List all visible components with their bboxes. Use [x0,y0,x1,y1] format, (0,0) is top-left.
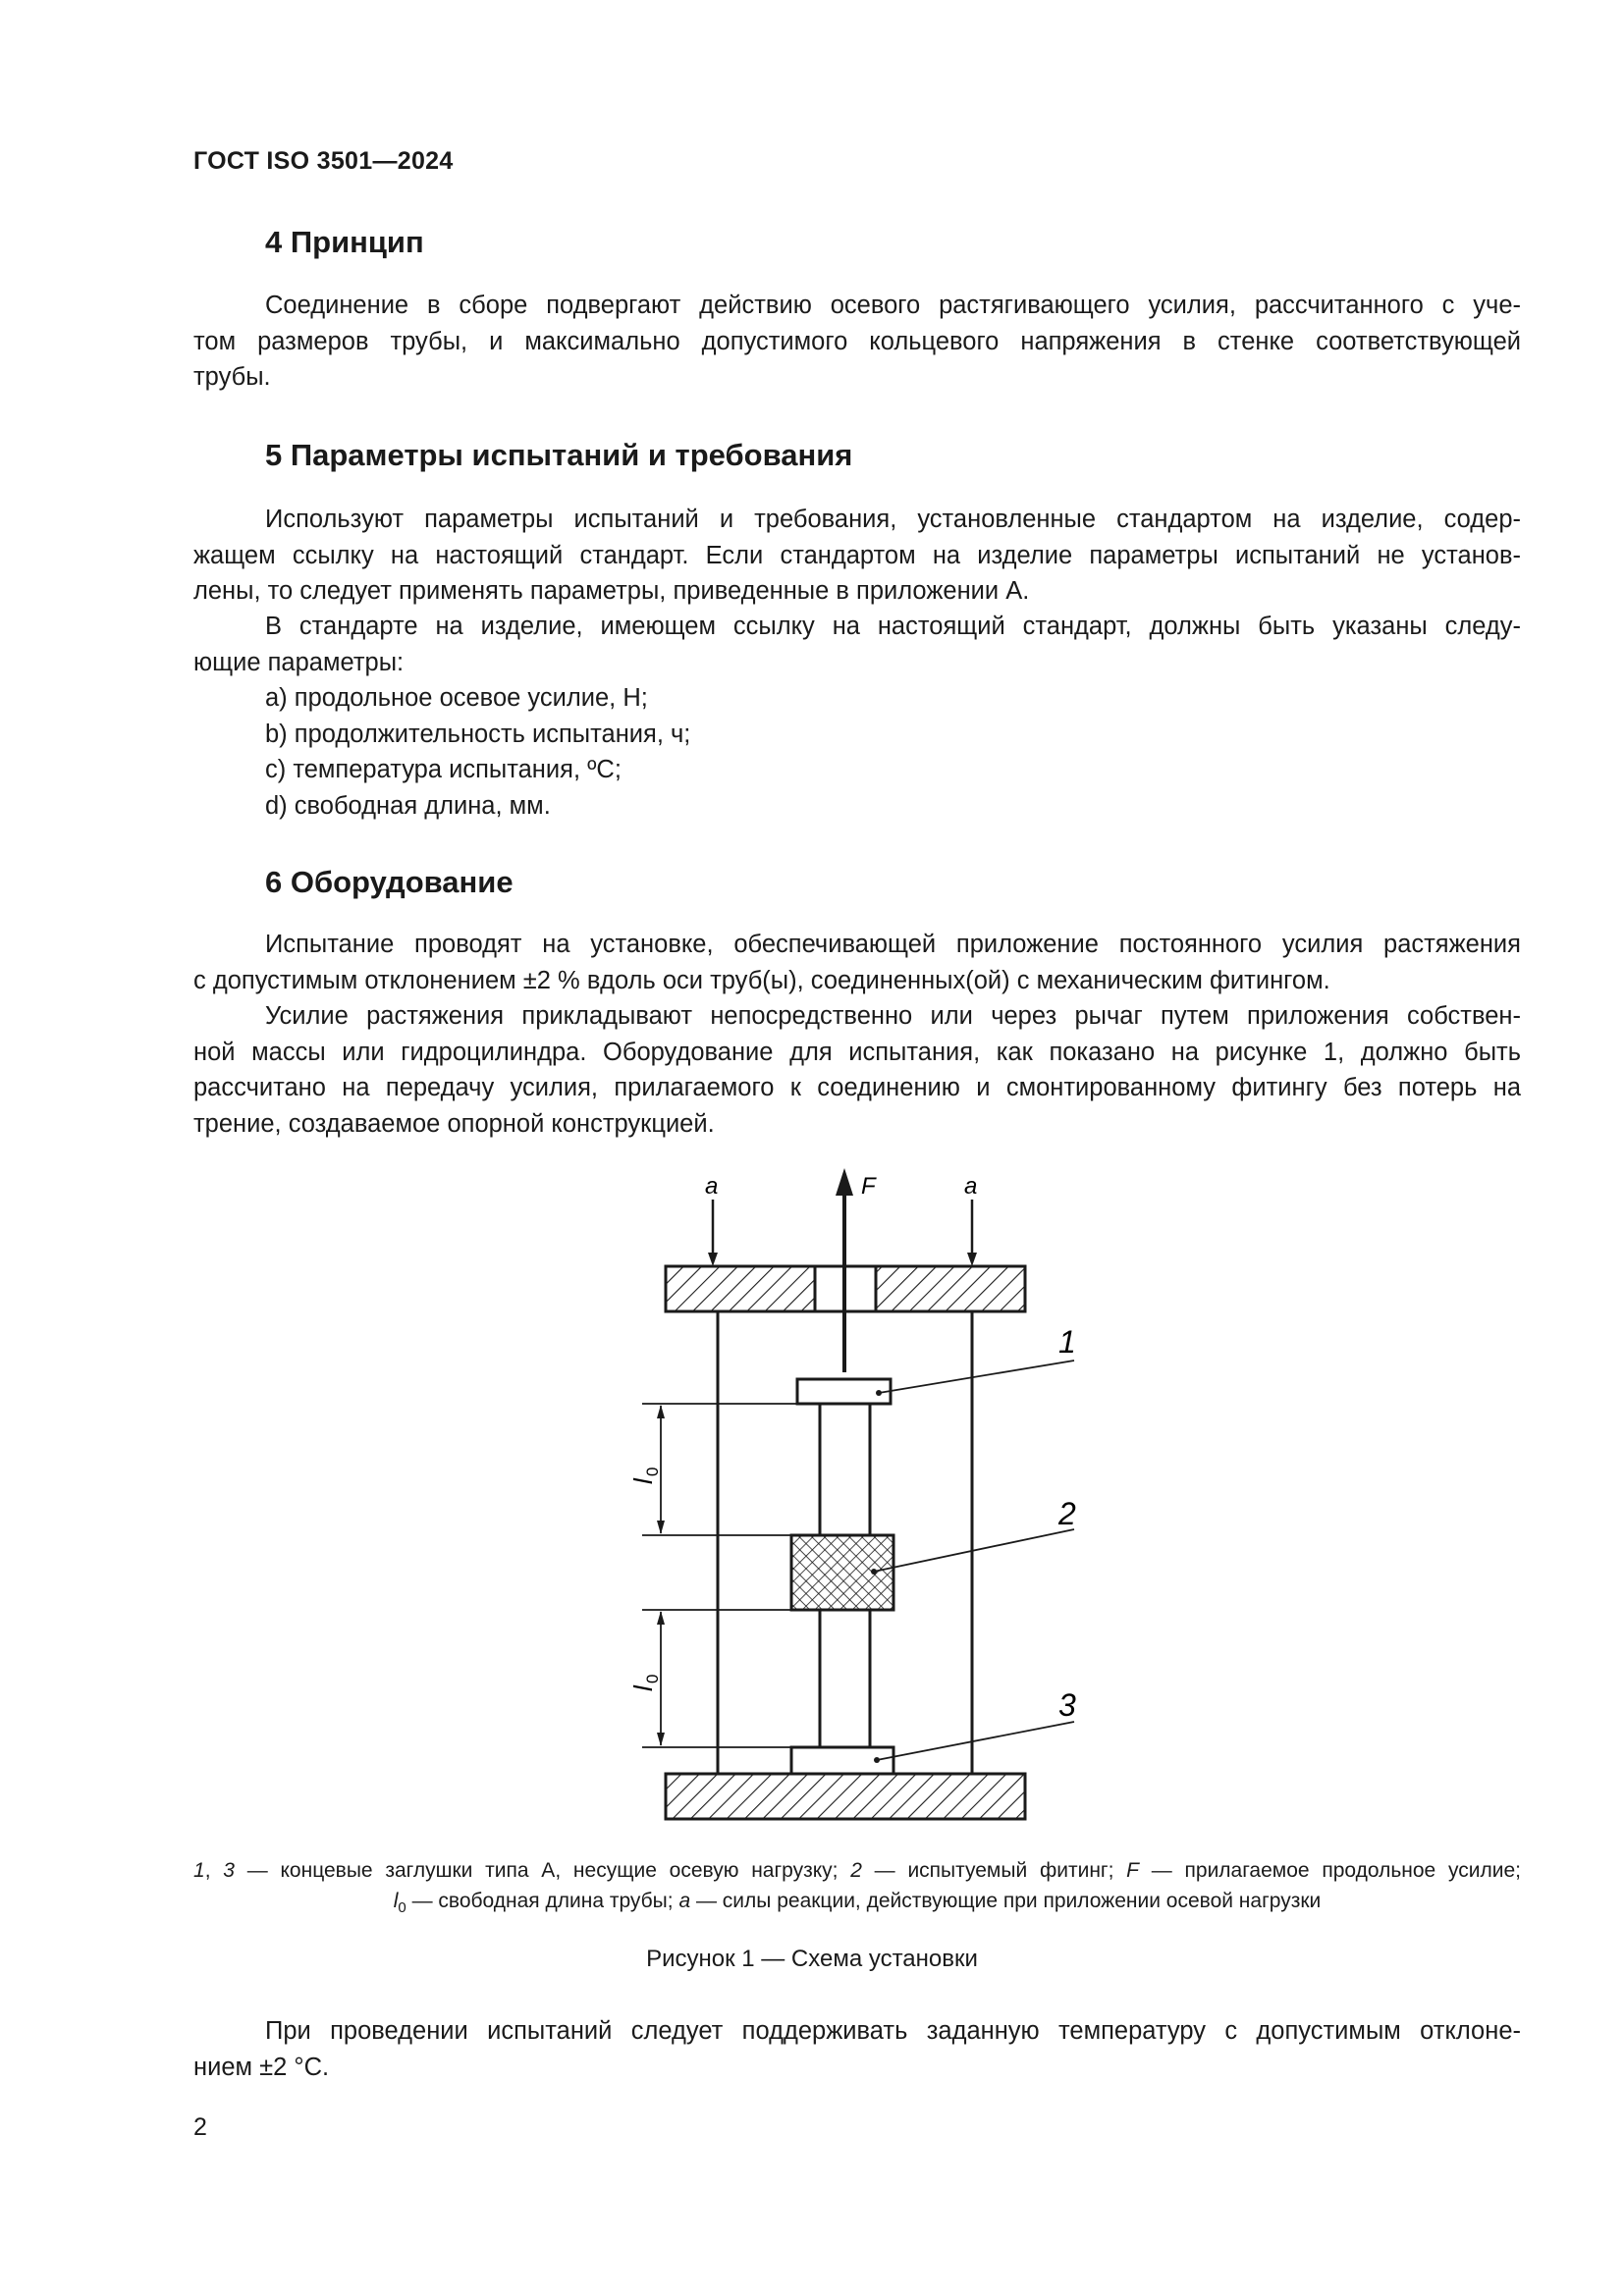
dimension-label-subscript: 0 [643,1467,662,1476]
leader-dot [871,1569,877,1575]
list-item: a) продольное осевое усилие, Н; [265,684,648,712]
bottom-plate [666,1774,1025,1819]
legend-text: — испытуемый фитинг; [861,1859,1127,1882]
dimension-label-upper [628,1468,662,1484]
callout-label-2: 2 [1058,1496,1076,1531]
text-line: ной массы или гидроцилиндра. Оборудование для испытания, как показано на рисунке 1, должно быть [193,1038,1521,1066]
legend-key: F [1126,1859,1139,1882]
leader-dot [874,1757,880,1763]
callout-label-3: 3 [1058,1687,1076,1723]
figure-legend [193,1855,1521,1923]
legend-key: 1 [193,1859,205,1882]
legend-text: — концевые заглушки типа А, несущие осевую нагрузку; [234,1859,851,1882]
text-line: нием ±2 °С. [193,2053,330,2081]
dimension-label-l: l [628,1685,658,1691]
figure-caption: Рисунок 1 — Схема установки [646,1946,978,1972]
legend-key: 3 [223,1859,235,1882]
document-code: ГОСТ ISO 3501—2024 [193,147,454,175]
legend-key: 2 [850,1859,862,1882]
leader-line-2 [874,1529,1074,1572]
dimension-arrowhead [657,1405,665,1418]
text-line: Соединение в сборе подвергают действию осевого растягивающего усилия, рассчитанного с уче- [265,292,1521,319]
closing-paragraph [193,2013,1521,2085]
text-line: При проведении испытаний следует поддерживать заданную температуру с допустимым отклоне- [265,2017,1521,2045]
dimension-label-lower [628,1675,662,1691]
list-item: c) температура испытания, ºС; [265,756,622,783]
legend-key: a [678,1890,691,1912]
text-line: ющие параметры: [193,648,405,676]
section-5-heading: 5 Параметры испытаний и требования [265,438,853,472]
text-line: лены, то следует применять параметры, приведенные в приложении А. [193,577,1030,605]
section-6-heading: 6 Оборудование [265,865,514,899]
top-plate-right [876,1266,1025,1311]
legend-key: l [393,1890,399,1912]
dimension-label-l: l [628,1478,658,1484]
text-line: рассчитано на передачу усилия, прилагаемого к соединению и смонтированному фитингу без потерь на [193,1074,1521,1101]
legend-line-1 [193,1855,1521,1886]
list-item: b) продолжительность испытания, ч; [265,721,691,748]
dimension-arrowhead [657,1733,665,1746]
leader-dot [876,1390,882,1396]
legend-text: — прилагаемое продольное усилие; [1139,1859,1521,1882]
tested-fitting [791,1535,893,1610]
force-arrow-head [836,1168,853,1196]
text-line: том размеров трубы, и максимально допустимого кольцевого напряжения в стенке соответствующей [193,327,1521,355]
dimension-arrowhead [657,1611,665,1625]
dimension-arrowhead [657,1521,665,1534]
reaction-label-left: a [705,1173,719,1200]
legend-text: , [204,1859,224,1882]
leader-line-3 [877,1722,1074,1760]
page-number: 2 [193,2113,207,2141]
force-label: F [861,1173,876,1200]
text-line: В стандарте на изделие, имеющем ссылку на настоящий стандарт, должны быть указаны следу- [265,613,1521,640]
text-line: Используют параметры испытаний и требования, установленные стандартом на изделие, содер- [265,506,1521,533]
section-4-heading: 4 Принцип [265,225,424,259]
callout-label-1: 1 [1058,1324,1076,1360]
legend-text: — силы реакции, действующие при приложении осевой нагрузки [690,1890,1322,1912]
legend-subscript: 0 [398,1899,406,1917]
text-line: с допустимым отклонением ±2 % вдоль оси труб(ы), соединенных(ой) с механическим фитингом. [193,966,1330,994]
reaction-label-right: a [964,1173,978,1200]
text-line: трение, создаваемое опорной конструкцией. [193,1109,715,1138]
top-plate-left [666,1266,815,1311]
dimension-label-subscript: 0 [643,1674,662,1683]
text-line: жащем ссылку на настоящий стандарт. Если стандартом на изделие параметры испытаний не установ- [193,541,1521,569]
list-item: d) свободная длина, мм. [265,792,551,820]
reaction-arrow-left-head [708,1253,718,1266]
text-line: Усилие растяжения прикладывают непосредственно или через рычаг путем приложения собствен- [265,1002,1521,1030]
leader-line-1 [879,1361,1074,1393]
text-line: Испытание проводят на установке, обеспечивающей приложение постоянного усилия растяжения [265,931,1521,958]
text-line: трубы. [193,363,271,391]
legend-text: — свободная длина трубы; [406,1890,679,1912]
legend-line-2 [193,1886,1521,1923]
reaction-arrow-right-head [967,1253,977,1266]
